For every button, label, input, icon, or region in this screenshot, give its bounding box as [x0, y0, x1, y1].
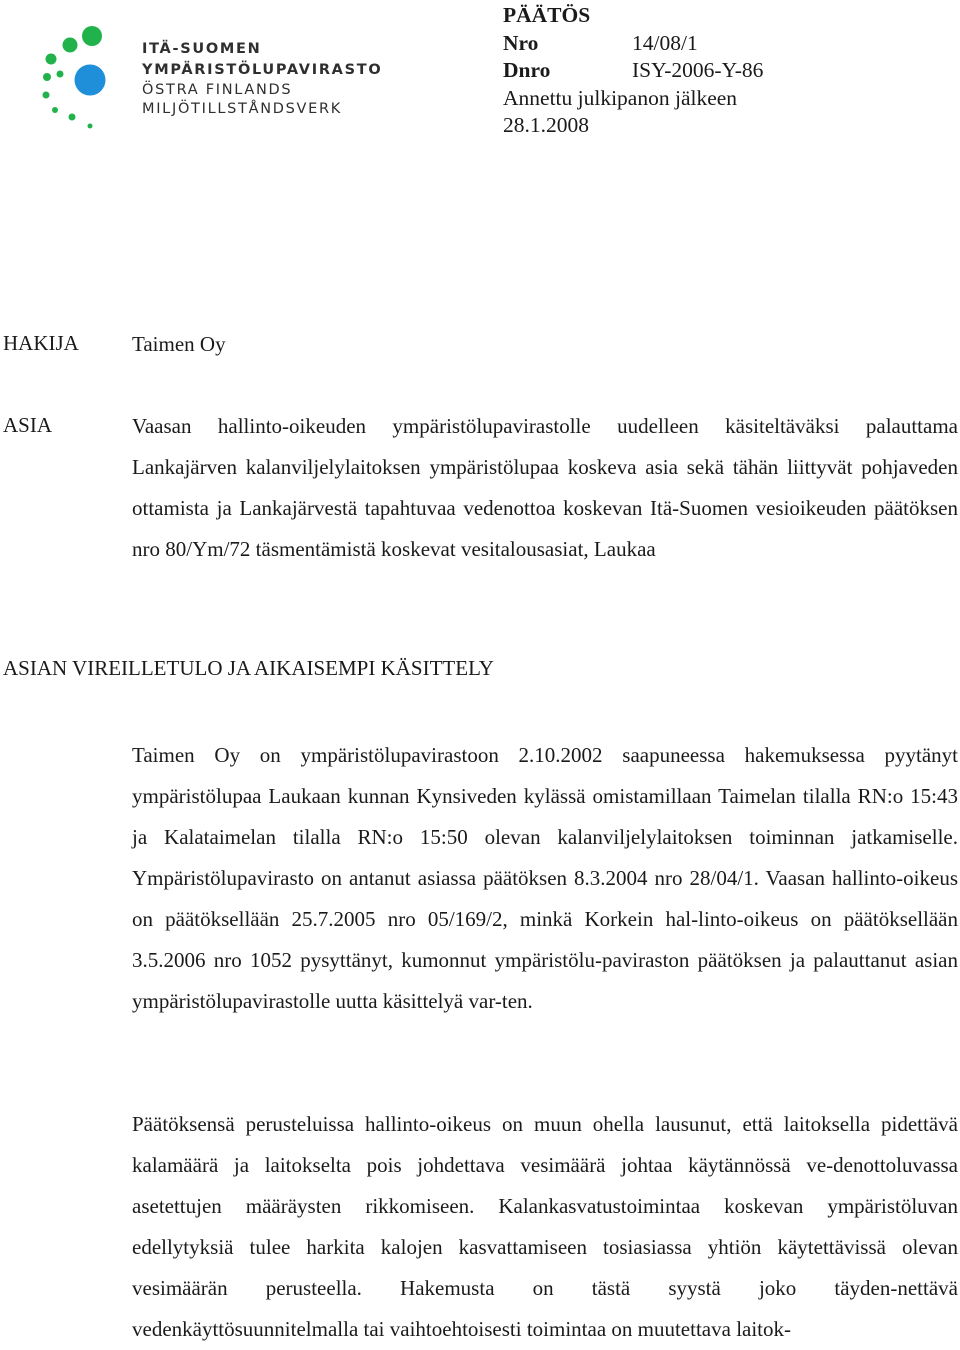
nro-row: [503, 30, 763, 58]
section-body-2: [132, 1104, 958, 1350]
logo-line-1: ITÄ-SUOMEN: [142, 41, 262, 57]
dnro-value: ISY-2006-Y-86: [632, 58, 764, 82]
logo-dot: [88, 124, 93, 129]
section-body-1: [132, 735, 958, 1022]
logo-dot: [82, 26, 102, 46]
paragraph: Taimen Oy on ympäristölupavirastoon 2.10.2002 saapuneessa hakemuksessa pyytänyt ympäristölupaa Laukaan kunnan Kynsiveden kylässä omistamillaan Taimelan tilalla RN:o 15:43 ja Kalataimelan tilalla RN:o 15:50 olevan kalanviljelylaitoksen toiminnan jatkamiselle. Ympäristölupavirasto on antanut asiassa päätöksen 8.3.2004 nro 28/04/1. Vaasan hallinto-oikeus on päätöksellään 25.7.2005 nro 05/169/2, minkä Korkein hal-linto-oikeus on päätöksellään 3.5.2006 nro 1052 pysyttänyt, kumonnut ympäristölu-paviraston päätöksen ja palauttanut asian ympäristölupavirastolle uutta käsittelyä var-ten.: [132, 743, 958, 1013]
asia-label: ASIA: [3, 413, 53, 437]
hakija-value: Taimen Oy: [132, 332, 226, 356]
paragraph: Päätöksensä perusteluissa hallinto-oikeus on muun ohella lausunut, että laitoksella pidettävä kalamäärä ja laitokselta pois johdettava vesimäärä johtaa käytännössä ve-denottoluvassa asetettujen määräysten rikkomiseen. Kalankasvatustoimintaa koskevan ympäristöluvan edellytyksiä tulee harkita kalojen kasvattamiseen tosiasiassa yhtiön käytettävissä olevan vesimäärän perusteella. Hakemusta on tästä syystä joko täyden-nettävä vedenkäyttösuunnitelmalla tai vaihtoehtoisesti toimintaa on muutettava laitok-: [132, 1112, 958, 1341]
logo-line-4: MILJÖTILLSTÅNDSVERK: [142, 101, 343, 117]
hakija-label: HAKIJA: [3, 331, 79, 355]
nro-value: 14/08/1: [632, 30, 698, 55]
published-line-1: Annettu julkipanon jälkeen: [503, 85, 738, 110]
dnro-label: Dnro: [503, 58, 551, 82]
decision-header: [503, 2, 763, 140]
nro-label: Nro: [503, 30, 539, 55]
logo-line-3: ÖSTRA FINLANDS: [142, 82, 293, 98]
asia-paragraph: Vaasan hallinto-oikeuden ympäristölupavirastolle uudelleen käsiteltäväksi palauttama Lankajärven kalanviljelylaitoksen ympäristölupaa koskeva asia sekä tähän liittyvät pohjaveden ottamista ja Lankajärvestä tapahtuvaa vedenottoa koskevan Itä-Suomen vesioikeuden päätöksen nro 80/Ym/72 täsmentämistä koskevat vesitalousasiat, Laukaa: [132, 414, 958, 561]
asia-text: [132, 406, 958, 570]
logo-line-2: YMPÄRISTÖLUPAVIRASTO: [142, 62, 383, 78]
logo-dot: [46, 54, 57, 65]
logo-dot: [75, 65, 106, 96]
document-type: PÄÄTÖS: [503, 3, 591, 27]
logo-dot: [57, 71, 64, 78]
logo-dot: [63, 38, 78, 53]
section-heading: ASIAN VIREILLETULO JA AIKAISEMPI KÄSITTELY: [3, 656, 494, 680]
dnro-row: [503, 57, 763, 85]
logo-dot: [52, 107, 58, 113]
logo-dot: [43, 92, 50, 99]
dots-emblem-icon: [36, 22, 136, 134]
agency-logo: [36, 22, 396, 134]
logo-dot: [69, 114, 76, 121]
published-line-2: 28.1.2008: [503, 113, 589, 137]
logo-dot: [43, 73, 51, 81]
